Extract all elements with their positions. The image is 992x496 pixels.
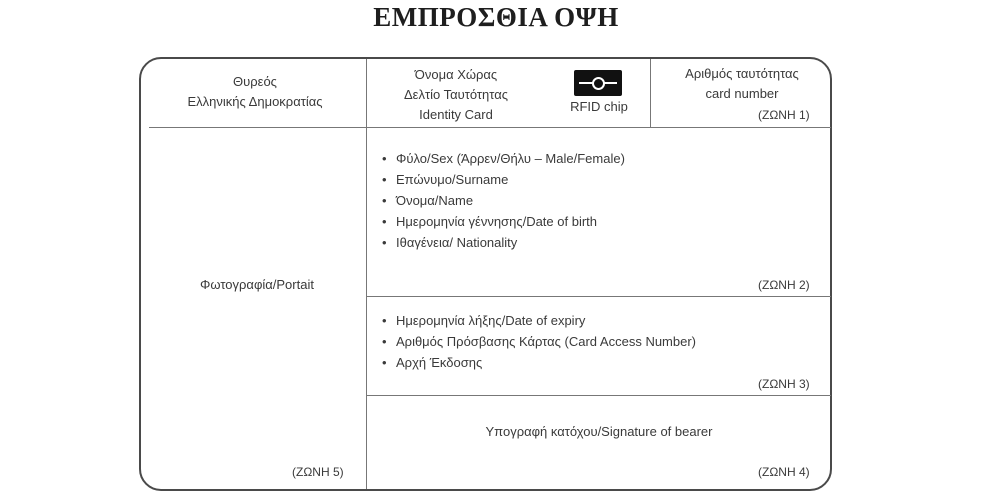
header-separator-right <box>650 59 651 127</box>
zone-4-label: (ΖΩΝΗ 4) <box>758 465 810 479</box>
list-item: • Ημερομηνία γέννησης/Date of birth <box>382 211 625 232</box>
card-number-label <box>662 64 822 104</box>
zone-1-label: (ΖΩΝΗ 1) <box>758 108 810 122</box>
list-item: • Φύλο/Sex (Άρρεν/Θήλυ – Male/Female) <box>382 148 625 169</box>
coat-of-arms-label <box>155 72 355 112</box>
zone-3-label: (ΖΩΝΗ 3) <box>758 377 810 391</box>
signature-label: Υπογραφή κατόχου/Signature of bearer <box>485 424 713 439</box>
rfid-chip-label: RFID chip <box>570 99 628 114</box>
card-number-line-2: card number <box>705 86 779 101</box>
list-item: • Ιθαγένεια/ Nationality <box>382 232 625 253</box>
header-divider <box>149 127 831 128</box>
document-title-english: Identity Card <box>419 107 493 122</box>
coat-of-arms-line-1: Θυρεός <box>233 74 277 89</box>
zone-3-list <box>382 310 696 373</box>
header-separator-left <box>366 59 367 127</box>
country-label <box>370 65 542 125</box>
document-title-greek: Δελτίο Ταυτότητας <box>403 87 509 102</box>
list-item: • Αριθμός Πρόσβασης Κάρτας (Card Access Number) <box>382 331 696 352</box>
list-item: • Επώνυμο/Surname <box>382 169 625 190</box>
zone3-divider <box>366 395 831 396</box>
country-name-line: Όνομα Χώρας <box>414 67 498 82</box>
page-title: ΕΜΠΡΟΣΘΙΑ ΟΨΗ <box>373 2 619 32</box>
zone2-divider <box>366 296 831 297</box>
coat-of-arms-line-2: Ελληνικής Δημοκρατίας <box>187 94 323 109</box>
zone-2-label: (ΖΩΝΗ 2) <box>758 278 810 292</box>
zone-2-list <box>382 148 625 253</box>
card-number-line-1: Αριθμός ταυτότητας <box>685 66 799 81</box>
zone-5-label: (ΖΩΝΗ 5) <box>292 465 344 479</box>
list-item: • Όνομα/Name <box>382 190 625 211</box>
list-item: • Αρχή Έκδοσης <box>382 352 696 373</box>
portrait-label: Φωτογραφία/Portait <box>200 277 314 292</box>
list-item: • Ημερομηνία λήξης/Date of expiry <box>382 310 696 331</box>
rfid-chip-icon <box>574 70 622 96</box>
